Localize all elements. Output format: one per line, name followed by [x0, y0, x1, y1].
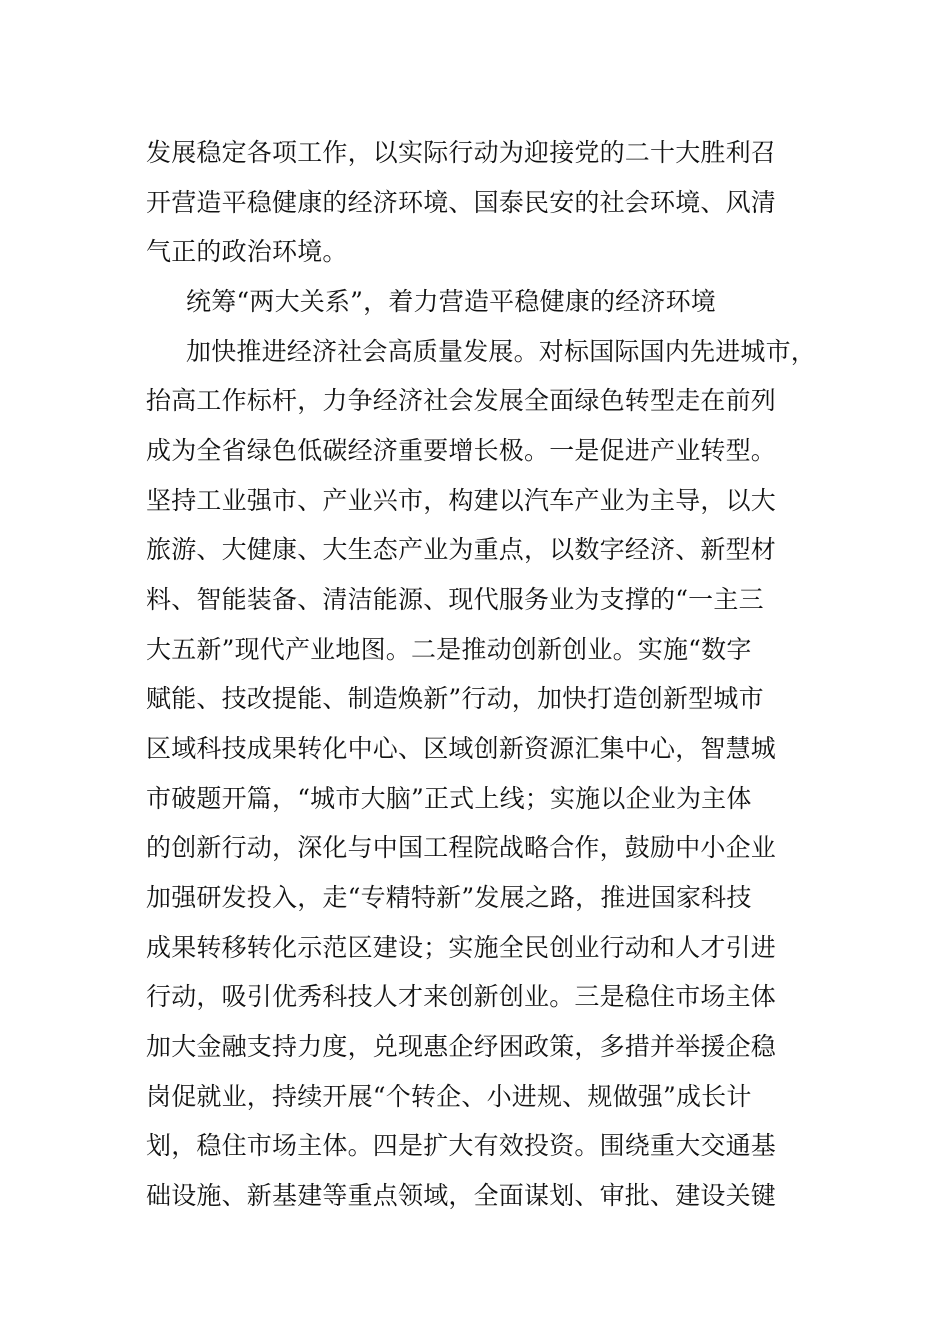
paragraph-line: 抬高工作标杆，力争经济社会发展全面绿色转型走在前列 — [146, 386, 777, 415]
paragraph-line: 开营造平稳健康的经济环境、国泰民安的社会环境、风清 — [146, 188, 777, 217]
paragraph-line: 加大金融支持力度，兑现惠企纾困政策，多措并举援企稳 — [146, 1032, 777, 1061]
paragraph-line: 发展稳定各项工作，以实际行动为迎接党的二十大胜利召 — [146, 138, 777, 167]
paragraph-line: 的创新行动，深化与中国工程院战略合作，鼓励中小企业 — [146, 833, 777, 862]
paragraph-line: 坚持工业强市、产业兴市，构建以汽车产业为主导，以大 — [146, 486, 777, 515]
paragraph-line: 市破题开篇，“城市大脑”正式上线；实施以企业为主体 — [146, 784, 752, 813]
paragraph-line: 料、智能装备、清洁能源、现代服务业为支撑的“一主三 — [146, 585, 764, 614]
paragraph-line: 大五新”现代产业地图。二是推动创新创业。实施“数字 — [146, 635, 752, 664]
paragraph-line: 加强研发投入，走“专精特新”发展之路，推进国家科技 — [146, 883, 752, 912]
paragraph-line: 赋能、技改提能、制造焕新”行动，加快打造创新型城市 — [146, 684, 764, 713]
paragraph-line: 行动，吸引优秀科技人才来创新创业。三是稳住市场主体 — [146, 982, 777, 1011]
paragraph-line: 区域科技成果转化中心、区域创新资源汇集中心，智慧城 — [146, 734, 777, 763]
paragraph-line: 础设施、新基建等重点领域，全面谋划、审批、建设关键 — [146, 1181, 777, 1210]
paragraph-line: 划，稳住市场主体。四是扩大有效投资。围绕重大交通基 — [146, 1131, 777, 1160]
paragraph-line: 成为全省绿色低碳经济重要增长极。一是促进产业转型。 — [146, 436, 777, 465]
paragraph-line: 成果转移转化示范区建设；实施全民创业行动和人才引进 — [146, 933, 777, 962]
paragraph-line: 岗促就业，持续开展“个转企、小进规、规做强”成长计 — [146, 1082, 752, 1111]
paragraph-line: 加快推进经济社会高质量发展。对标国际国内先进城市， — [186, 337, 817, 366]
section-heading: 统筹“两大关系”，着力营造平稳健康的经济环境 — [186, 287, 716, 316]
paragraph-line: 旅游、大健康、大生态产业为重点，以数字经济、新型材 — [146, 535, 777, 564]
paragraph-line: 气正的政治环境。 — [146, 237, 348, 266]
